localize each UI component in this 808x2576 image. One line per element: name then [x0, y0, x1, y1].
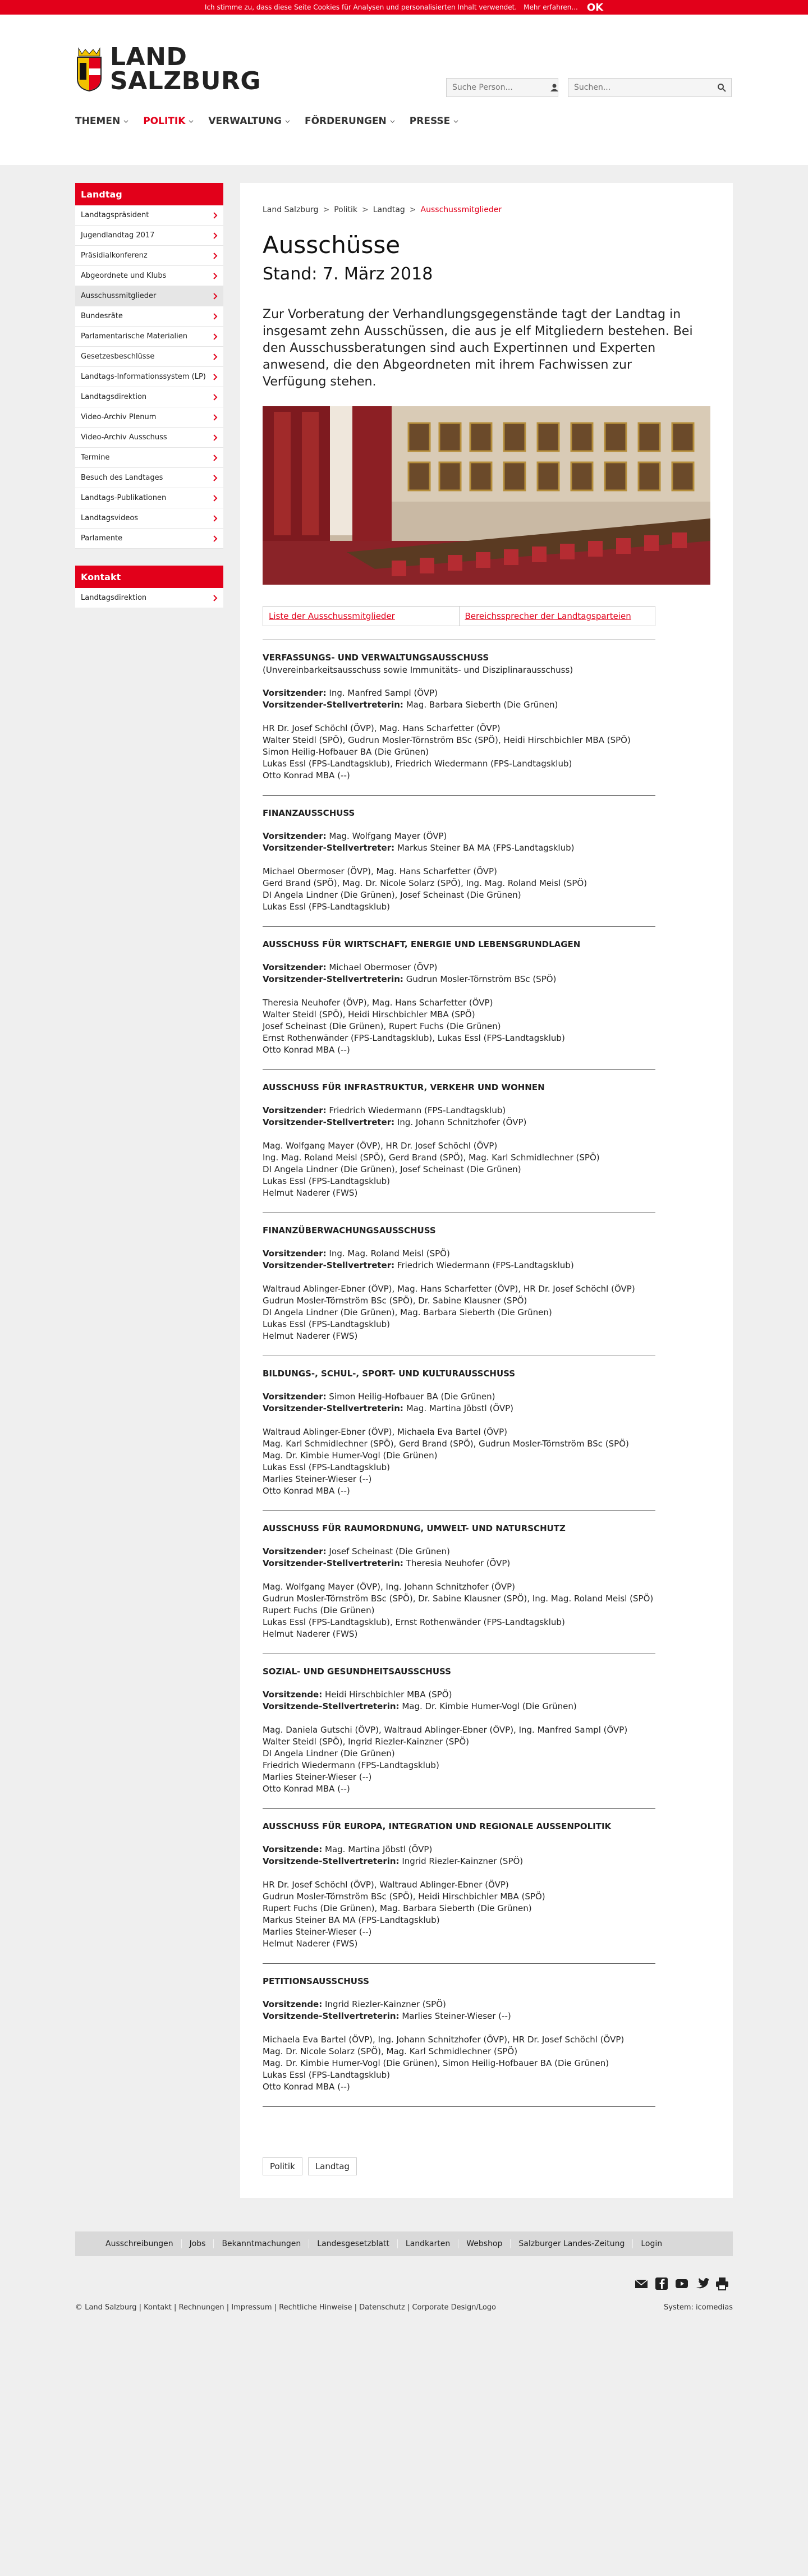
member-line: Lukas Essl (FPS-Landtagsklub): [263, 1176, 391, 1186]
sidebar-item-label: Termine: [81, 453, 110, 462]
chevron-right-icon: [213, 212, 218, 219]
sidebar-item-label: Parlamente: [81, 534, 123, 543]
member-line: Otto Konrad MBA (--): [263, 1784, 350, 1794]
chair-name: Ingrid Riezler-Kainzner (SPÖ): [325, 1999, 446, 2009]
sidebar-item-parlamente[interactable]: [75, 529, 223, 549]
footer-bottom: [75, 2303, 733, 2312]
sidebar-item-label: Gesetzesbeschlüsse: [81, 352, 155, 361]
chevron-right-icon: [213, 454, 218, 461]
committee-name: AUSSCHUSS FÜR WIRTSCHAFT, ENERGIE UND LEBENSGRUNDLAGEN: [263, 939, 581, 949]
committee-members: [263, 1581, 710, 1640]
member-line: DI Angela Lindner (Die Grünen), Josef Scheinast (Die Grünen): [263, 1164, 521, 1174]
member-line: Helmut Naderer (FWS): [263, 1188, 358, 1198]
sidebar-item-label: Abgeordnete und Klubs: [81, 272, 167, 280]
legal-link-rechtliche-hinweise[interactable]: Rechtliche Hinweise: [279, 2303, 352, 2312]
tag-list: [263, 2157, 710, 2175]
member-line: Lukas Essl (FPS-Landtagsklub): [263, 1319, 391, 1329]
committee-chair: [263, 1248, 710, 1260]
sidebar-item-landtags-informationssystem-lp[interactable]: [75, 367, 223, 387]
member-line: Markus Steiner BA MA (FPS-Landtagsklub): [263, 1915, 440, 1925]
committee-chair: [263, 1105, 710, 1117]
member-line: Lukas Essl (FPS-Landtagsklub): [263, 2070, 391, 2080]
committee-name: SOZIAL- UND GESUNDHEITSAUSSCHUSS: [263, 1666, 451, 1677]
chair-name: Josef Scheinast (Die Grünen): [329, 1546, 450, 1556]
sidebar-item-label: Besuch des Landtages: [81, 474, 163, 482]
deputy-label: Vorsitzender-Stellvertreter:: [263, 1260, 395, 1270]
committee-chair: [263, 687, 710, 699]
sidebar-item-label: Jugendlandtag 2017: [81, 231, 155, 240]
chevron-right-icon: [213, 252, 218, 259]
committee-block: [263, 1654, 710, 1795]
committee-deputy: [263, 2010, 710, 2022]
deputy-label: Vorsitzender-Stellvertreterin:: [263, 1403, 403, 1413]
committee-block: [263, 640, 710, 782]
sidebar-item-landtags-publikationen[interactable]: [75, 488, 223, 508]
sidebar-list: [75, 588, 223, 608]
committee-deputy: [263, 974, 710, 985]
sidebar-item-landtagsdirektion[interactable]: [75, 588, 223, 608]
committee-members: [263, 1140, 710, 1199]
tag-landtag[interactable]: Landtag: [308, 2157, 357, 2175]
member-line: Mag. Dr. Kimbie Humer-Vogl (Die Grünen), Simon Heilig-Hofbauer BA (Die Grünen): [263, 2058, 609, 2068]
sidebar-item-label: Landtags-Publikationen: [81, 494, 167, 502]
committee-leads: [263, 687, 710, 711]
committee-name: BILDUNGS-, SCHUL-, SPORT- UND KULTURAUSSCHUSS: [263, 1369, 516, 1379]
member-line: Marlies Steiner-Wieser (--): [263, 1927, 372, 1937]
committee-leads: [263, 830, 710, 854]
sidebar-item-termine[interactable]: [75, 448, 223, 468]
footer-link-salzburger-landes-zeitung[interactable]: Salzburger Landes-Zeitung: [510, 2239, 632, 2248]
chevron-right-icon: [213, 232, 218, 239]
member-line: Otto Konrad MBA (--): [263, 1045, 350, 1055]
nav-item-presse[interactable]: PRESSE: [410, 116, 459, 127]
member-line: Mag. Dr. Nicole Solarz (SPÖ), Mag. Karl Schmidlechner (SPÖ): [263, 2046, 518, 2056]
legal-link-rechnungen[interactable]: Rechnungen: [178, 2303, 224, 2312]
member-line: Theresia Neuhofer (ÖVP), Mag. Hans Scharfetter (ÖVP): [263, 998, 493, 1008]
sidebar-item-label: Bundesräte: [81, 312, 123, 320]
committee-chair: [263, 1546, 710, 1558]
committee-deputy: [263, 1856, 710, 1867]
person-search: [446, 78, 558, 97]
divider: [263, 926, 655, 927]
committee-block: [263, 1356, 710, 1497]
sidebar-list: [75, 205, 223, 549]
committee-chair: [263, 1391, 710, 1403]
logo-wordmark: LAND SALZBURG: [110, 43, 261, 95]
chair-label: Vorsitzende:: [263, 1999, 323, 2009]
site-header: [0, 15, 808, 166]
main-navigation: [75, 116, 458, 127]
committee-leads: [263, 1689, 710, 1712]
divider: [263, 1510, 655, 1511]
facebook-icon[interactable]: [654, 2276, 669, 2291]
person-icon[interactable]: [550, 78, 559, 97]
chair-label: Vorsitzende:: [263, 1844, 323, 1854]
member-line: Mag. Dr. Kimbie Humer-Vogl (Die Grünen): [263, 1450, 438, 1461]
parliament-chamber-image: [263, 406, 710, 585]
chair-name: Michael Obermoser (ÖVP): [329, 962, 438, 972]
member-line: Gudrun Mosler-Törnström BSc (SPÖ), Heidi Hirschbichler MBA (SPÖ): [263, 1891, 545, 1902]
committee-leads: [263, 1391, 710, 1415]
legal-link-impressum[interactable]: Impressum: [231, 2303, 272, 2312]
chevron-right-icon: [213, 293, 218, 300]
sidebar-item-jugendlandtag-2017[interactable]: [75, 226, 223, 246]
sidebar-item-video-archiv-plenum[interactable]: [75, 407, 223, 428]
salzburg-crest-icon: [75, 46, 103, 92]
deputy-name: Ingrid Riezler-Kainzner (SPÖ): [402, 1856, 524, 1866]
sidebar-item-video-archiv-ausschuss[interactable]: [75, 428, 223, 448]
breadcrumb-item[interactable]: Land Salzburg: [263, 205, 319, 214]
chevron-right-icon: [213, 595, 218, 601]
member-line: Walter Steidl (SPÖ), Gudrun Mosler-Törnström BSc (SPÖ), Heidi Hirschbichler MBA (SPÖ): [263, 735, 631, 745]
committee-leads: [263, 1248, 710, 1271]
member-line: Mag. Wolfgang Mayer (ÖVP), HR Dr. Josef Schöchl (ÖVP): [263, 1141, 498, 1151]
chair-label: Vorsitzender:: [263, 831, 327, 841]
chevron-down-icon: [189, 119, 194, 124]
site-search-input[interactable]: [568, 83, 712, 92]
member-line: Lukas Essl (FPS-Landtagsklub): [263, 902, 391, 912]
breadcrumb-separator: >: [323, 205, 330, 214]
breadcrumb: [263, 205, 710, 214]
committee-members: [263, 1426, 710, 1497]
chevron-right-icon: [213, 273, 218, 279]
twitter-icon[interactable]: [695, 2276, 709, 2291]
deputy-name: Friedrich Wiedermann (FPS-Landtagsklub): [397, 1260, 574, 1270]
committee-members: [263, 723, 710, 782]
nav-item-verwaltung[interactable]: VERWALTUNG: [208, 116, 290, 127]
breadcrumb-item[interactable]: Landtag: [373, 205, 405, 214]
chair-name: Ing. Manfred Sampl (ÖVP): [329, 688, 438, 698]
committee-name: AUSSCHUSS FÜR RAUMORDNUNG, UMWELT- UND NATURSCHUTZ: [263, 1523, 566, 1533]
sidebar-heading: Kontakt: [75, 566, 223, 588]
site-logo[interactable]: [75, 45, 261, 93]
intro-text: Zur Vorberatung der Verhandlungsgegenstände tagt der Landtag in insgesamt zehn Ausschüssen, die aus je elf Mitgliedern bestehen. Bei den Ausschussberatungen sind auch Expertinnen und Experten anwesend, die den Abgeordneten mit ihrem Fachwissen zur Verfügung stehen.: [263, 307, 693, 389]
sidebar-item-landtagsprasident[interactable]: [75, 205, 223, 226]
sidebar-item-gesetzesbeschlusse[interactable]: [75, 347, 223, 367]
committee-members: [263, 1283, 710, 1342]
member-line: HR Dr. Josef Schöchl (ÖVP), Mag. Hans Scharfetter (ÖVP): [263, 723, 501, 733]
deputy-name: Gudrun Mosler-Törnström BSc (SPÖ): [406, 974, 557, 984]
chevron-right-icon: [213, 374, 218, 380]
committee-name: FINANZÜBERWACHUNGSAUSSCHUSS: [263, 1225, 436, 1236]
member-line: Helmut Naderer (FWS): [263, 1629, 358, 1639]
member-line: Lukas Essl (FPS-Landtagsklub): [263, 1462, 391, 1472]
committee-block: [263, 1510, 710, 1640]
sidebar-item-prasidialkonferenz[interactable]: [75, 246, 223, 266]
chevron-down-icon: [390, 119, 395, 124]
committee-chair: [263, 1844, 710, 1856]
tab-party-spokespersons[interactable]: Bereichssprecher der Landtagsparteien: [459, 607, 655, 626]
chair-label: Vorsitzender:: [263, 1248, 327, 1259]
nav-item-politik[interactable]: POLITIK: [143, 116, 194, 127]
chevron-right-icon: [213, 333, 218, 340]
committee-chair: [263, 1689, 710, 1701]
chair-label: Vorsitzender:: [263, 1392, 327, 1402]
committee-members: [263, 1879, 710, 1950]
member-line: Gerd Brand (SPÖ), Mag. Dr. Nicole Solarz (SPÖ), Ing. Mag. Roland Meisl (SPÖ): [263, 878, 587, 888]
committee-block: [263, 926, 710, 1056]
chair-name: Ing. Mag. Roland Meisl (SPÖ): [329, 1248, 450, 1259]
chevron-right-icon: [213, 535, 218, 542]
sidebar-landtag: [75, 183, 223, 549]
member-line: Gudrun Mosler-Törnström BSc (SPÖ), Dr. Sabine Klausner (SPÖ): [263, 1296, 527, 1306]
chevron-right-icon: [213, 515, 218, 522]
member-line: Lukas Essl (FPS-Landtagsklub), Friedrich Wiedermann (FPS-Landtagsklub): [263, 759, 572, 769]
committee-deputy: [263, 699, 710, 711]
chevron-right-icon: [213, 353, 218, 360]
sidebar-item-abgeordnete-und-klubs[interactable]: [75, 266, 223, 286]
chevron-down-icon: [453, 119, 458, 124]
committee-chair: [263, 962, 710, 974]
member-line: Lukas Essl (FPS-Landtagsklub), Ernst Rothenwänder (FPS-Landtagsklub): [263, 1617, 565, 1627]
committee-deputy: [263, 1260, 710, 1271]
member-line: Marlies Steiner-Wieser (--): [263, 1772, 372, 1782]
committee-chair: [263, 830, 710, 842]
chair-label: Vorsitzender:: [263, 962, 327, 972]
divider: [263, 1808, 655, 1809]
deputy-label: Vorsitzende-Stellvertreterin:: [263, 1701, 400, 1711]
sidebar-item-label: Video-Archiv Ausschuss: [81, 433, 167, 442]
deputy-name: Mag. Barbara Sieberth (Die Grünen): [406, 700, 558, 710]
page-title: Ausschüsse: [263, 231, 401, 259]
chevron-right-icon: [213, 434, 218, 441]
committee-deputy: [263, 1403, 710, 1415]
cookie-ok-button[interactable]: OK: [586, 1, 604, 13]
chevron-down-icon: [285, 119, 290, 124]
footer-link-login[interactable]: Login: [632, 2239, 670, 2248]
chair-name: Friedrich Wiedermann (FPS-Landtagsklub): [329, 1105, 506, 1115]
cookie-bar: [0, 0, 808, 15]
chair-name: Heidi Hirschbichler MBA (SPÖ): [325, 1689, 452, 1700]
member-line: DI Angela Lindner (Die Grünen), Mag. Barbara Sieberth (Die Grünen): [263, 1307, 552, 1317]
social-icons: [634, 2276, 729, 2291]
sidebar-item-bundesrate[interactable]: [75, 306, 223, 327]
member-line: Mag. Daniela Gutschi (ÖVP), Waltraud Ablinger-Ebner (ÖVP), Ing. Manfred Sampl (ÖVP): [263, 1725, 628, 1735]
chevron-right-icon: [213, 495, 218, 502]
deputy-label: Vorsitzender-Stellvertreter:: [263, 843, 395, 853]
committee-block: [263, 1963, 710, 2093]
member-line: Josef Scheinast (Die Grünen), Rupert Fuchs (Die Grünen): [263, 1021, 501, 1031]
member-line: Mag. Karl Schmidlechner (SPÖ), Gerd Brand (SPÖ), Gudrun Mosler-Törnström BSc (SPÖ): [263, 1439, 629, 1449]
deputy-label: Vorsitzende-Stellvertreterin:: [263, 2011, 400, 2021]
chair-label: Vorsitzende:: [263, 1689, 323, 1700]
committee-block: [263, 1069, 710, 1199]
committee-deputy: [263, 1558, 710, 1569]
member-line: Walter Steidl (SPÖ), Ingrid Riezler-Kainzner (SPÖ): [263, 1737, 469, 1747]
sidebar-item-parlamentarische-materialien[interactable]: [75, 327, 223, 347]
committee-subtitle: (Unvereinbarkeitsausschuss sowie Immunitäts- und Disziplinarausschuss): [263, 665, 573, 675]
sidebar-item-label: Video-Archiv Plenum: [81, 413, 157, 421]
legal-link-corporate-design-logo[interactable]: Corporate Design/Logo: [412, 2303, 497, 2312]
committee-name: PETITIONSAUSSCHUSS: [263, 1976, 369, 1986]
tag-politik[interactable]: Politik: [263, 2157, 302, 2175]
sidebar-item-label: Präsidialkonferenz: [81, 251, 148, 260]
chevron-right-icon: [213, 475, 218, 481]
deputy-name: Mag. Martina Jöbstl (ÖVP): [406, 1403, 514, 1413]
sidebar-item-label: Ausschussmitglieder: [81, 292, 157, 300]
chevron-down-icon: [123, 119, 128, 124]
deputy-name: Marlies Steiner-Wieser (--): [402, 2011, 511, 2021]
member-line: Waltraud Ablinger-Ebner (ÖVP), Mag. Hans Scharfetter (ÖVP), HR Dr. Josef Schöchl (ÖVP): [263, 1284, 635, 1294]
member-line: Marlies Steiner-Wieser (--): [263, 1474, 372, 1484]
sidebar-item-label: Parlamentarische Materialien: [81, 332, 188, 341]
committee-leads: [263, 962, 710, 985]
committee-name: AUSSCHUSS FÜR EUROPA, INTEGRATION UND REGIONALE AUSSENPOLITIK: [263, 1821, 612, 1831]
sidebar: [75, 183, 223, 625]
tab-committee-members[interactable]: Liste der Ausschussmitglieder: [269, 611, 395, 621]
chair-label: Vorsitzender:: [263, 1105, 327, 1115]
committee-name: AUSSCHUSS FÜR INFRASTRUKTUR, VERKEHR UND WOHNEN: [263, 1082, 545, 1092]
person-search-input[interactable]: [447, 83, 550, 92]
chair-name: Simon Heilig-Hofbauer BA (Die Grünen): [329, 1392, 495, 1402]
committee-leads: [263, 1999, 710, 2022]
hero-image: [263, 406, 710, 585]
member-line: Simon Heilig-Hofbauer BA (Die Grünen): [263, 747, 429, 757]
member-line: Rupert Fuchs (Die Grünen): [263, 1605, 375, 1615]
committee-members: [263, 1724, 710, 1795]
footer-link-landesgesetzblatt[interactable]: Landesgesetzblatt: [309, 2239, 397, 2248]
footer-link-webshop[interactable]: Webshop: [458, 2239, 510, 2248]
cookie-more-link[interactable]: Mehr erfahren...: [524, 3, 578, 11]
divider: [263, 1963, 655, 1964]
breadcrumb-separator: >: [409, 205, 416, 214]
committee-deputy: [263, 1117, 710, 1128]
cookie-text: Ich stimme zu, dass diese Seite Cookies für Analysen und personalisierten Inhalt verwendet.: [204, 3, 517, 11]
member-line: DI Angela Lindner (Die Grünen), Josef Scheinast (Die Grünen): [263, 890, 521, 900]
member-line: Michael Obermoser (ÖVP), Mag. Hans Scharfetter (ÖVP): [263, 866, 497, 876]
committee-members: [263, 2034, 710, 2093]
committee-block: [263, 795, 710, 913]
sidebar-item-landtagsvideos[interactable]: [75, 508, 223, 529]
committee-block: [263, 1213, 710, 1342]
committee-members: [263, 997, 710, 1056]
breadcrumb-item: Ausschussmitglieder: [420, 205, 502, 214]
committee-members: [263, 866, 710, 913]
committee-leads: [263, 1105, 710, 1128]
deputy-label: Vorsitzender-Stellvertreterin:: [263, 1558, 403, 1568]
chair-name: Mag. Martina Jöbstl (ÖVP): [325, 1844, 433, 1854]
tab-bar: [263, 606, 655, 626]
member-line: Helmut Naderer (FWS): [263, 1939, 358, 1949]
chevron-right-icon: [213, 313, 218, 320]
committee-leads: [263, 1844, 710, 1867]
member-line: Otto Konrad MBA (--): [263, 2082, 350, 2092]
member-line: Helmut Naderer (FWS): [263, 1331, 358, 1341]
chair-label: Vorsitzender:: [263, 688, 327, 698]
committee-list: [263, 640, 710, 2107]
chair-label: Vorsitzender:: [263, 1546, 327, 1556]
footer-link-bekanntmachungen[interactable]: Bekanntmachungen: [213, 2239, 309, 2248]
footer-link-ausschreibungen[interactable]: Ausschreibungen: [105, 2239, 173, 2248]
youtube-icon[interactable]: [674, 2276, 689, 2291]
member-line: Mag. Wolfgang Mayer (ÖVP), Ing. Johann Schnitzhofer (ÖVP): [263, 1582, 515, 1592]
deputy-label: Vorsitzender-Stellvertreterin:: [263, 700, 403, 710]
divider: [263, 795, 655, 796]
member-line: Rupert Fuchs (Die Grünen), Mag. Barbara Sieberth (Die Grünen): [263, 1903, 532, 1913]
divider: [263, 2106, 655, 2107]
member-line: Waltraud Ablinger-Ebner (ÖVP), Michaela Eva Bartel (ÖVP): [263, 1427, 507, 1437]
sidebar-kontakt: [75, 566, 223, 608]
sidebar-item-label: Landtagsdirektion: [81, 594, 147, 602]
system-credit: System: icomedias: [664, 2303, 733, 2312]
committee-block: [263, 1808, 710, 1950]
member-line: HR Dr. Josef Schöchl (ÖVP), Waltraud Ablinger-Ebner (ÖVP): [263, 1880, 509, 1890]
sidebar-item-label: Landtags-Informationssystem (LP): [81, 373, 206, 381]
sidebar-item-besuch-des-landtages[interactable]: [75, 468, 223, 488]
nav-item-themen[interactable]: THEMEN: [75, 116, 128, 127]
sidebar-heading: Landtag: [75, 183, 223, 205]
sidebar-item-label: Landtagsdirektion: [81, 393, 147, 401]
sidebar-item-landtagsdirektion[interactable]: [75, 387, 223, 407]
copyright: © Land Salzburg: [75, 2303, 137, 2312]
page-body: [0, 166, 808, 2327]
deputy-name: Mag. Dr. Kimbie Humer-Vogl (Die Grünen): [402, 1701, 577, 1711]
sidebar-item-ausschussmitglieder[interactable]: [75, 286, 223, 306]
member-line: Michaela Eva Bartel (ÖVP), Ing. Johann Schnitzhofer (ÖVP), HR Dr. Josef Schöchl (ÖVP): [263, 2035, 625, 2045]
page-subtitle: Stand: 7. März 2018: [263, 264, 433, 284]
member-line: Ernst Rothenwänder (FPS-Landtagsklub), Lukas Essl (FPS-Landtagsklub): [263, 1033, 565, 1043]
committee-leads: [263, 1546, 710, 1569]
nav-item-foerderungen[interactable]: FÖRDERUNGEN: [305, 116, 395, 127]
divider: [263, 1069, 655, 1070]
committee-deputy: [263, 1701, 710, 1712]
footer-links: [75, 2231, 733, 2256]
committee-chair: [263, 1999, 710, 2010]
search-icon[interactable]: [712, 78, 731, 97]
main-content: [240, 183, 733, 2198]
member-line: Gudrun Mosler-Törnström BSc (SPÖ), Dr. Sabine Klausner (SPÖ), Ing. Mag. Roland Meisl (SPÖ): [263, 1594, 654, 1604]
breadcrumb-separator: >: [361, 205, 369, 214]
deputy-name: Markus Steiner BA MA (FPS-Landtagsklub): [397, 843, 575, 853]
deputy-label: Vorsitzender-Stellvertreter:: [263, 1117, 395, 1127]
committee-name: VERFASSUNGS- UND VERWALTUNGSAUSSCHUSS: [263, 653, 489, 663]
print-icon[interactable]: [715, 2276, 729, 2291]
deputy-name: Theresia Neuhofer (ÖVP): [406, 1558, 511, 1568]
member-line: Ing. Mag. Roland Meisl (SPÖ), Gerd Brand (SPÖ), Mag. Karl Schmidlechner (SPÖ): [263, 1152, 600, 1163]
member-line: Friedrich Wiedermann (FPS-Landtagsklub): [263, 1760, 439, 1770]
sidebar-item-label: Landtagspräsident: [81, 211, 149, 219]
committee-deputy: [263, 842, 710, 854]
member-line: Walter Steidl (SPÖ), Heidi Hirschbichler MBA (SPÖ): [263, 1009, 475, 1020]
footer-link-landkarten[interactable]: Landkarten: [397, 2239, 458, 2248]
breadcrumb-item[interactable]: Politik: [334, 205, 357, 214]
deputy-name: Ing. Johann Schnitzhofer (ÖVP): [397, 1117, 527, 1127]
footer-link-jobs[interactable]: Jobs: [181, 2239, 214, 2248]
chevron-right-icon: [213, 394, 218, 401]
member-line: Otto Konrad MBA (--): [263, 1486, 350, 1496]
mail-icon[interactable]: [634, 2276, 649, 2291]
deputy-label: Vorsitzende-Stellvertreterin:: [263, 1856, 400, 1866]
committee-name: FINANZAUSSCHUSS: [263, 808, 355, 818]
member-line: DI Angela Lindner (Die Grünen): [263, 1748, 395, 1758]
member-line: Otto Konrad MBA (--): [263, 770, 350, 780]
footer-legal: © Land Salzburg | Kontakt | Rechnungen | Impressum | Rechtliche Hinweise | Datenschutz | Corporate Design/Logo: [75, 2303, 497, 2312]
site-search: [568, 78, 732, 97]
legal-link-kontakt[interactable]: Kontakt: [144, 2303, 172, 2312]
chair-name: Mag. Wolfgang Mayer (ÖVP): [329, 831, 447, 841]
chevron-right-icon: [213, 414, 218, 421]
legal-link-datenschutz[interactable]: Datenschutz: [359, 2303, 405, 2312]
deputy-label: Vorsitzender-Stellvertreterin:: [263, 974, 403, 984]
sidebar-item-label: Landtagsvideos: [81, 514, 139, 522]
